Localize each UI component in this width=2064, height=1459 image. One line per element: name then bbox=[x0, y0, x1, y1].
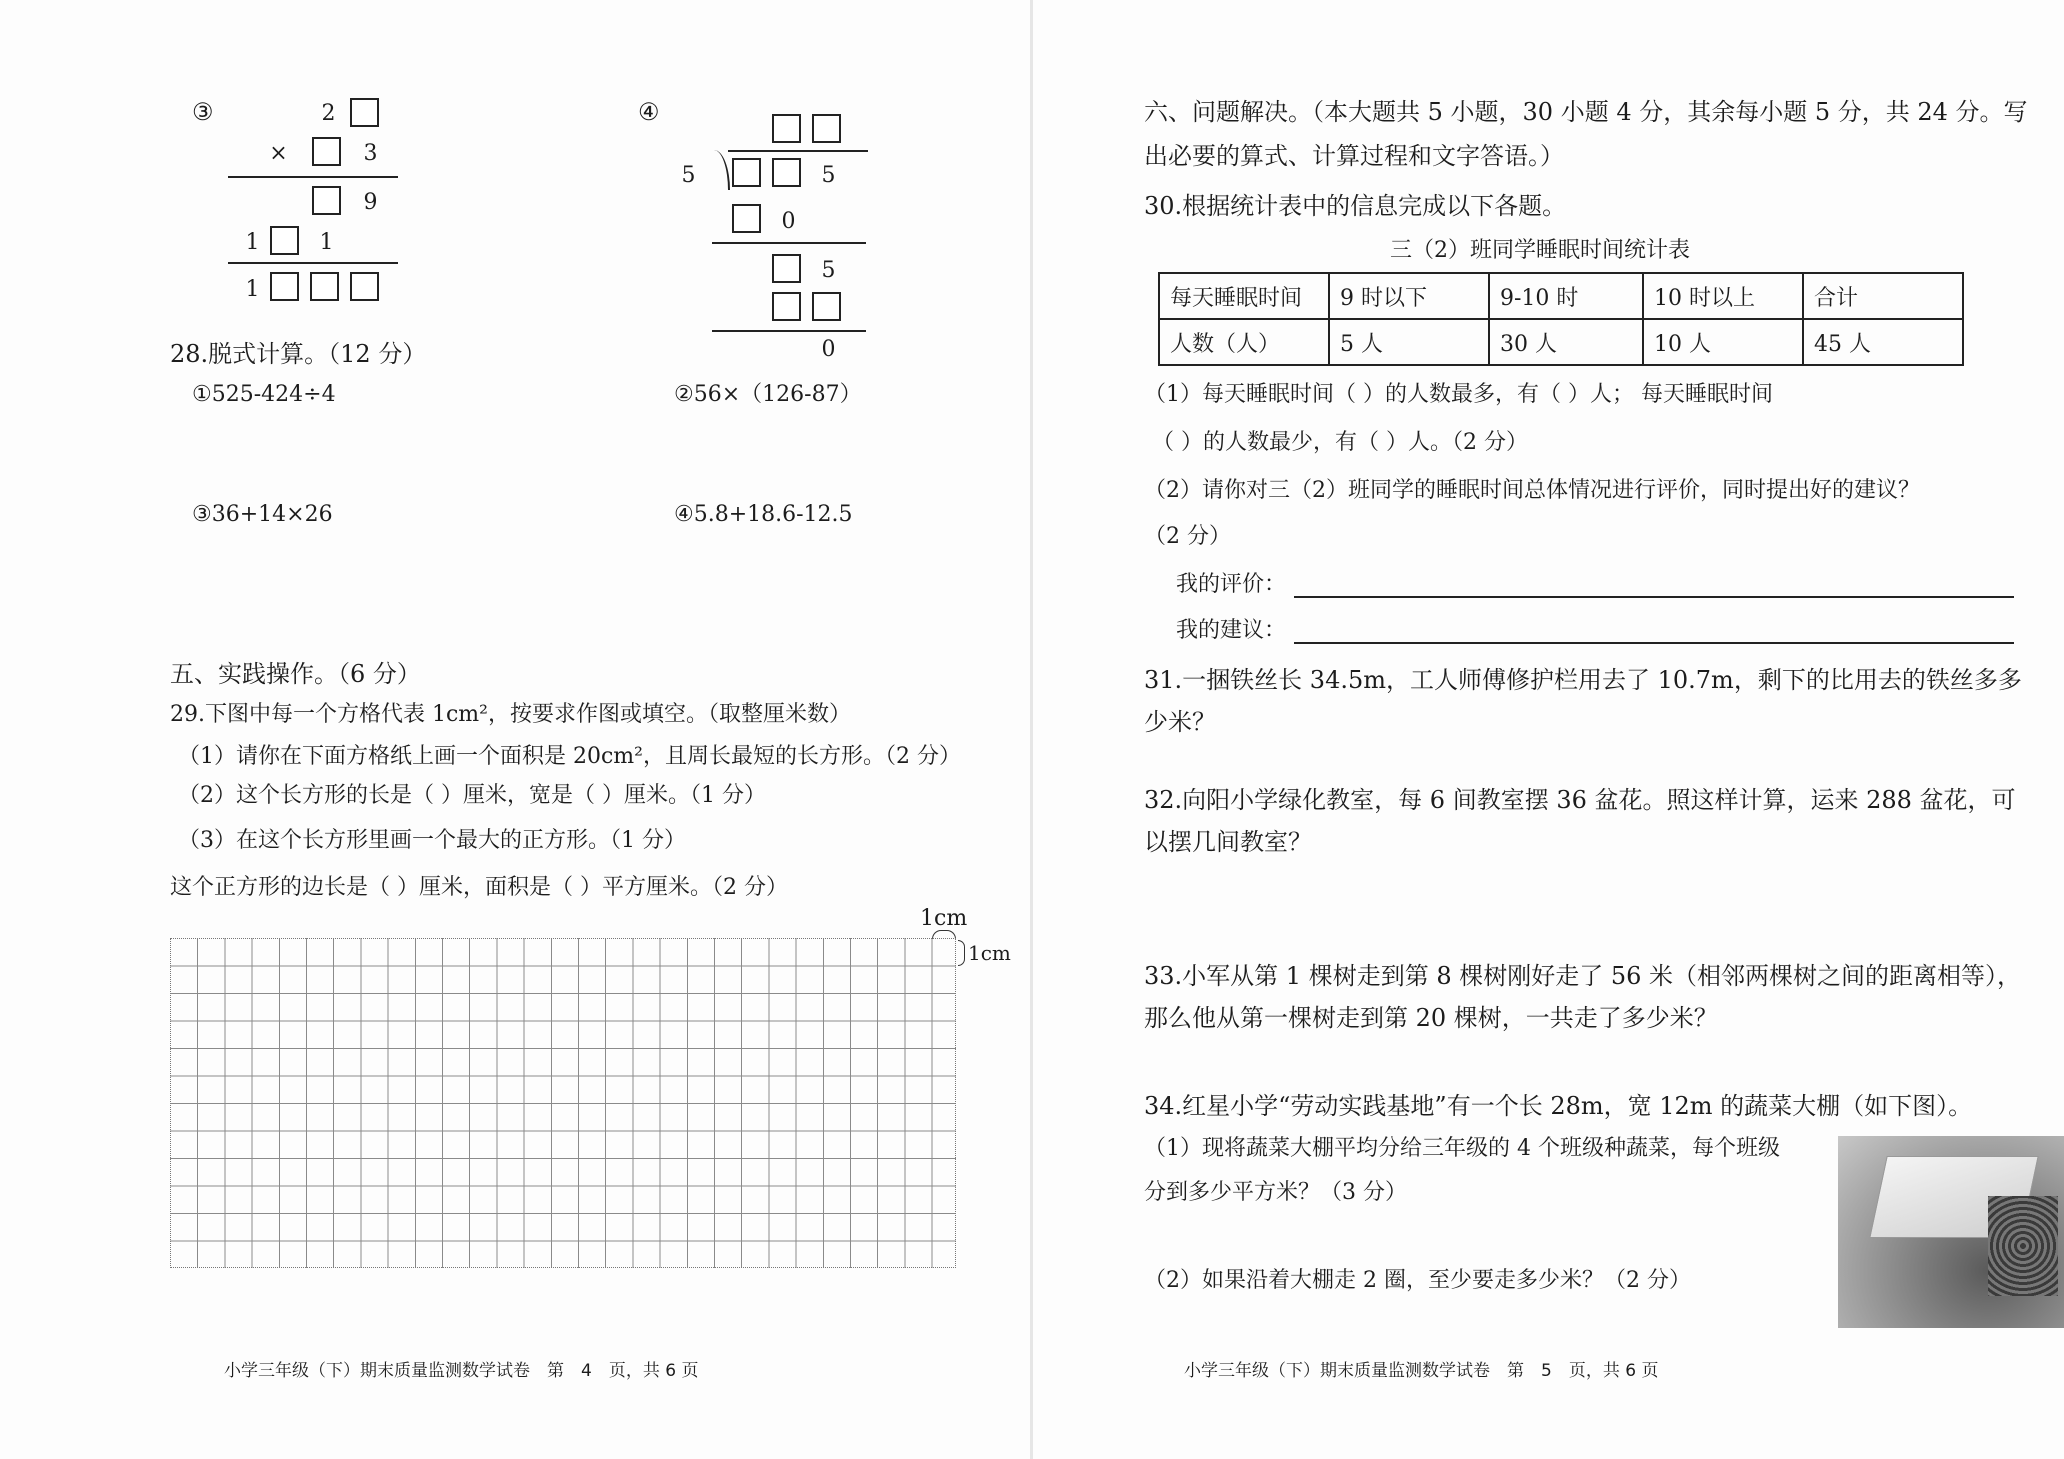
q30-line-2: （ ）的人数最少，有（ ）人。（2 分） bbox=[1152, 430, 1528, 455]
q28-item-3: ③36+14×26 bbox=[192, 502, 333, 527]
q3-digit: 1 bbox=[245, 277, 260, 302]
q29-line-3: （3）在这个长方形里画一个最大的正方形。（1 分） bbox=[178, 828, 686, 853]
section-5-title: 五、实践操作。（6 分） bbox=[170, 660, 421, 688]
table-cell: 9-10 时 bbox=[1489, 273, 1643, 319]
table-cell: 45 人 bbox=[1803, 319, 1963, 365]
q4-marker: ④ bbox=[638, 98, 660, 126]
q3-blank-box[interactable] bbox=[312, 186, 341, 215]
q4-digit: 0 bbox=[781, 209, 796, 234]
q30-line-1: （1）每天睡眠时间（ ）的人数最多，有（ ）人； 每天睡眠时间 bbox=[1144, 382, 1773, 407]
q31-line-1: 31.一捆铁丝长 34.5m，工人师傅修护栏用去了 10.7m，剩下的比用去的铁丝多多 bbox=[1144, 666, 2022, 694]
q29-line-4: 这个正方形的边长是（ ）厘米，面积是（ ）平方厘米。（2 分） bbox=[170, 875, 788, 900]
q3-blank-box[interactable] bbox=[310, 272, 339, 301]
q29-line-1: （1）请你在下面方格纸上画一个面积是 20cm²，且周长最短的长方形。（2 分） bbox=[178, 744, 961, 769]
q3-blank-box[interactable] bbox=[270, 272, 299, 301]
q3-digit: 9 bbox=[363, 190, 378, 215]
table-cell: 9 时以下 bbox=[1329, 273, 1489, 319]
q3-blank-box[interactable] bbox=[312, 137, 341, 166]
table-cell: 10 时以上 bbox=[1643, 273, 1803, 319]
q30-line-4: （2 分） bbox=[1144, 524, 1231, 549]
q30-line-3: （2）请你对三（2）班同学的睡眠时间总体情况进行评价，同时提出好的建议？ bbox=[1144, 478, 1920, 503]
q34-line-2: 分到多少平方米？（3 分） bbox=[1144, 1180, 1407, 1205]
table-row bbox=[1159, 319, 1963, 365]
table-cell: 合计 bbox=[1803, 273, 1963, 319]
advice-label: 我的建议： bbox=[1176, 618, 1287, 643]
q3-blank-box[interactable] bbox=[270, 226, 299, 255]
q4-blank-box[interactable] bbox=[772, 158, 801, 187]
table-cell: 每天睡眠时间 bbox=[1159, 273, 1329, 319]
q32-line-2: 以摆几间教室？ bbox=[1144, 828, 1312, 856]
section-6-title: 六、问题解决。（本大题共 5 小题，30 小题 4 分，其余每小题 5 分，共 24 分。写 bbox=[1144, 98, 2028, 126]
q4-blank-box[interactable] bbox=[772, 292, 801, 321]
evaluation-label: 我的评价： bbox=[1176, 572, 1287, 597]
q3-blank-box[interactable] bbox=[350, 98, 379, 127]
evaluation-answer-line[interactable] bbox=[1294, 596, 2014, 598]
table-caption: 三（2）班同学睡眠时间统计表 bbox=[1390, 238, 1690, 263]
right-page bbox=[1032, 0, 2064, 1459]
square-grid-paper[interactable] bbox=[170, 938, 956, 1268]
q28-item-1: ①525-424÷4 bbox=[192, 382, 336, 407]
page-footer: 小学三年级（下）期末质量监测数学试卷 第 5 页，共 6 页 bbox=[1184, 1361, 1659, 1381]
q28-item-4: ④5.8+18.6-12.5 bbox=[674, 502, 853, 527]
q3-digit: 2 bbox=[321, 101, 336, 126]
q3-rule bbox=[228, 176, 398, 178]
q3-marker: ③ bbox=[192, 98, 214, 126]
q4-rule bbox=[712, 330, 866, 332]
q29-title: 29.下图中每一个方格代表 1cm²，按要求作图或填空。（取整厘米数） bbox=[170, 702, 851, 727]
q4-rule bbox=[712, 242, 866, 244]
q33-line-2: 那么他从第一棵树走到第 20 棵树，一共走了多少米？ bbox=[1144, 1004, 1718, 1032]
table-cell: 人数（人） bbox=[1159, 319, 1329, 365]
q34-line-1: （1）现将蔬菜大棚平均分给三年级的 4 个班级种蔬菜，每个班级 bbox=[1144, 1136, 1780, 1161]
table-cell: 10 人 bbox=[1643, 319, 1803, 365]
q29-line-2: （2）这个长方形的长是（ ）厘米，宽是（ ）厘米。（1 分） bbox=[178, 783, 766, 808]
q34-title: 34.红星小学“劳动实践基地”有一个长 28m，宽 12m 的蔬菜大棚（如下图）。 bbox=[1144, 1092, 1973, 1120]
table-cell: 5 人 bbox=[1329, 319, 1489, 365]
q4-blank-box[interactable] bbox=[812, 292, 841, 321]
q31-line-2: 少米？ bbox=[1144, 708, 1216, 736]
q4-division-bracket bbox=[712, 150, 730, 190]
q30-title: 30.根据统计表中的信息完成以下各题。 bbox=[1144, 192, 1567, 220]
q33-line-1: 33.小军从第 1 棵树走到第 8 棵树刚好走了 56 米（相邻两棵树之间的距离相等）， bbox=[1144, 962, 2022, 990]
q4-remainder: 0 bbox=[821, 337, 836, 362]
greenhouse-photo bbox=[1838, 1136, 2064, 1328]
q28-title: 28.脱式计算。（12 分） bbox=[170, 340, 427, 368]
q28-item-2: ②56×（126-87） bbox=[674, 382, 862, 407]
table-cell: 30 人 bbox=[1489, 319, 1643, 365]
q4-divisor: 5 bbox=[681, 163, 696, 188]
grid-label-side-brace bbox=[958, 940, 965, 966]
table-header-row bbox=[1159, 273, 1963, 319]
q3-times-sign: × bbox=[269, 141, 288, 166]
grid-label-side: 1cm bbox=[968, 941, 1011, 965]
section-6-title-cont: 出必要的算式、计算过程和文字答语。） bbox=[1144, 142, 1564, 170]
q4-division-bar bbox=[728, 150, 868, 152]
greenhouse-plants bbox=[1988, 1196, 2058, 1296]
q3-rule bbox=[228, 262, 398, 264]
grid-label-top: 1cm bbox=[920, 906, 968, 931]
advice-answer-line[interactable] bbox=[1294, 642, 2014, 644]
sleep-stats-table bbox=[1158, 272, 1964, 366]
q4-blank-box[interactable] bbox=[732, 158, 761, 187]
q4-digit: 5 bbox=[821, 258, 836, 283]
q3-digit: 3 bbox=[363, 141, 378, 166]
q4-blank-box[interactable] bbox=[772, 254, 801, 283]
q32-line-1: 32.向阳小学绿化教室，每 6 间教室摆 36 盆花。照这样计算，运来 288 盆花，可 bbox=[1144, 786, 2016, 814]
q4-blank-box[interactable] bbox=[772, 114, 801, 143]
page-footer: 小学三年级（下）期末质量监测数学试卷 第 4 页，共 6 页 bbox=[224, 1361, 699, 1381]
q3-blank-box[interactable] bbox=[350, 272, 379, 301]
q4-blank-box[interactable] bbox=[812, 114, 841, 143]
q3-digit: 1 bbox=[319, 230, 334, 255]
q4-blank-box[interactable] bbox=[732, 204, 761, 233]
q3-digit: 1 bbox=[245, 230, 260, 255]
q34-line-3: （2）如果沿着大棚走 2 圈，至少要走多少米？（2 分） bbox=[1144, 1268, 1691, 1293]
q4-digit: 5 bbox=[821, 163, 836, 188]
